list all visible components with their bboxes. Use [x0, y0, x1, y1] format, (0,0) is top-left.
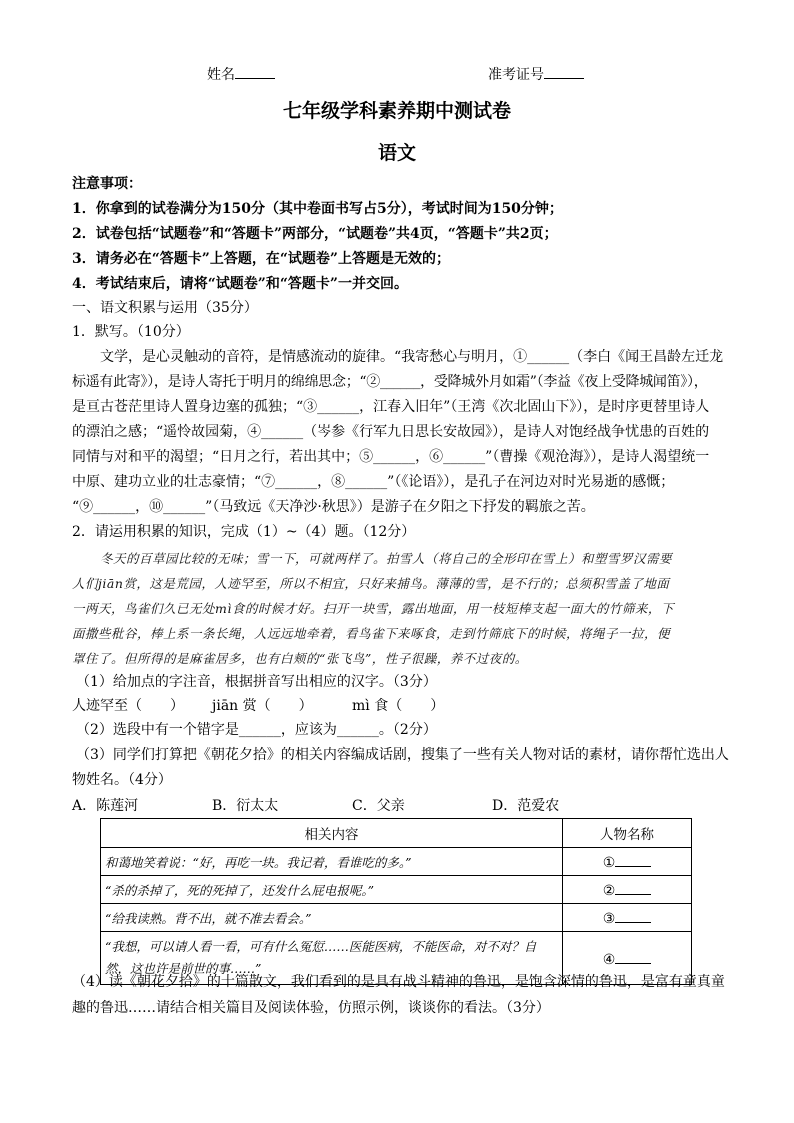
passage-line: 人们jiān赏，这是荒园，人迹罕至，所以不相宜，只好来捕鸟。薄薄的雪，是不行的；总须积雪盖了地面 — [72, 576, 670, 591]
passage-line: 面撒些秕谷，棒上系一条长绳，人远远地牵着，看鸟雀下来啄食，走到竹筛底下的时候，将绳子一拉，便 — [72, 626, 671, 641]
table-cell-answer[interactable] — [563, 904, 692, 932]
table-header-name: 人物名称 — [563, 819, 692, 848]
sub1-item[interactable]: jiān 赏（ ） — [212, 698, 313, 714]
table-row — [101, 876, 692, 904]
passage-line: 冬天的百草园比较的无味；雪一下，可就两样了。拍雪人（将自己的全形印在雪上）和塑雪罗汉需要 — [100, 551, 673, 566]
name-label: 姓名 — [207, 67, 235, 83]
option-a[interactable]: A．陈莲河 — [72, 798, 139, 814]
notes-heading: 注意事项： — [72, 176, 142, 192]
q1-line: “⑨______，⑩______”（马致远《天净沙·秋思》）是游子在夕阳之下抒发的羁旅之苦。 — [72, 499, 595, 515]
sub2: （2）选段中有一个错字是______，应该为______。（2分） — [76, 722, 437, 738]
answer-mark: ④ — [602, 951, 616, 968]
name-blank[interactable] — [235, 64, 275, 79]
subject-title: 语文 — [377, 142, 416, 164]
sub4-line: （4）读《朝花夕拾》的十篇散文，我们看到的是具有战斗精神的鲁迅，是饱含深情的鲁迅，是富有童真童 — [72, 974, 725, 990]
option-c[interactable]: C．父亲 — [352, 798, 405, 814]
notes-item: 3．请务必在“答题卡”上答题，在“试题卷”上答题是无效的； — [72, 251, 450, 267]
q1-line: 的漂泊之感；“遥怜故园菊，④______（岑参《行军九日思长安故园》），是诗人对饱经战争忧患的百姓的 — [72, 424, 710, 440]
answer-blank[interactable] — [615, 908, 651, 923]
table-row — [101, 848, 692, 876]
table-cell-content: “杀的杀掉了，死的死掉了，还发什么屁电报呢。” — [101, 876, 563, 904]
answer-blank[interactable] — [615, 852, 651, 867]
table-cell-content: “我想，可以请人看一看，可有什么冤愆……医能医病，不能医命，对不对？自然，这也许是前世的事……” — [101, 932, 563, 985]
answer-mark: ② — [602, 883, 616, 899]
table-cell-answer[interactable] — [563, 848, 692, 876]
q2-title: 2．请运用积累的知识，完成（1）~（4）题。（12分） — [72, 524, 416, 540]
sub1-item[interactable]: mì 食（ ） — [352, 698, 445, 714]
exam-id-blank[interactable] — [544, 64, 584, 79]
sub1-items — [72, 694, 722, 719]
notes-item: 1．你拿到的试卷满分为150分（其中卷面书写占5分），考试时间为150分钟； — [72, 201, 563, 217]
exam-id-label: 准考证号 — [488, 67, 544, 83]
sub3-title: （3）同学们打算把《朝花夕拾》的相关内容编成话剧，搜集了一些有关人物对话的素材，请你帮忙选出人 — [76, 747, 729, 763]
q1-line: 同情与对和平的渴望；“日月之行，若出其中；⑤______，⑥______”（曹操《观沧海》），是诗人渴望统一 — [72, 449, 710, 465]
answer-mark: ③ — [602, 911, 616, 927]
answer-mark: ① — [602, 855, 616, 871]
notes-item: 4．考试结束后，请将“试题卷”和“答题卡”一并交回。 — [72, 276, 408, 292]
section-heading: 一、语文积累与运用（35分） — [72, 300, 258, 316]
passage-line: 一两天，鸟雀们久已无处mì食的时候才好。扫开一块雪，露出地面，用一枝短棒支起一面大的竹筛来，下 — [72, 601, 674, 616]
table-header-content: 相关内容 — [101, 819, 563, 848]
answer-blank[interactable] — [615, 880, 651, 895]
name-field — [207, 64, 275, 84]
notes-item: 2．试卷包括“试题卷”和“答题卡”两部分，“试题卷”共4页，“答题卡”共2页； — [72, 226, 558, 242]
exam-title: 七年级学科素养期中测试卷 — [282, 100, 511, 122]
passage-line: 罩住了。但所得的是麻雀居多，也有白颊的“张飞鸟”，性子很躁，养不过夜的。 — [72, 651, 528, 666]
q1-line: 文学，是心灵触动的音符，是情感流动的旋律。“我寄愁心与明月，①______（李白《闻王昌龄左迁龙 — [100, 349, 724, 365]
sub1-title: （1）给加点的字注音，根据拼音写出相应的汉字。（3分） — [76, 674, 437, 690]
q1-line: 标遥有此寄》），是诗人寄托于明月的绵绵思念；“②______，受降城外月如霜”（李益《夜上受降城闻笛》）， — [72, 374, 708, 390]
answer-blank[interactable] — [615, 949, 651, 964]
exam-id-field — [488, 64, 584, 84]
table-row — [101, 904, 692, 932]
option-b[interactable]: B．衍太太 — [212, 798, 279, 814]
sub1-item[interactable]: 人迹罕至（ ） — [72, 698, 184, 714]
option-d[interactable]: D．范爱农 — [492, 798, 560, 814]
q1-line: 中原、建功立业的壮志豪情；“⑦______，⑧______”（《论语》），是孔子在河边对时光易逝的感慨； — [72, 474, 675, 490]
q1-line: 是亘古苍茫里诗人置身边塞的孤独；“③______，江春入旧年”（王湾《次北固山下》），是时序更替里诗人 — [72, 399, 710, 415]
sub3-title-cont: 物姓名。（4分） — [72, 772, 172, 788]
q1-title: 1．默写。（10分） — [72, 324, 190, 340]
table-cell-content: “给我读熟。背不出，就不准去看会。” — [101, 904, 563, 932]
dialogue-table — [100, 818, 692, 985]
table-cell-content: 和蔼地笑着说：“好，再吃一块。我记着，看谁吃的多。” — [101, 848, 563, 876]
table-cell-answer[interactable] — [563, 876, 692, 904]
sub4-line: 趣的鲁迅……请结合相关篇目及阅读体验，仿照示例，谈谈你的看法。（3分） — [72, 1000, 550, 1016]
